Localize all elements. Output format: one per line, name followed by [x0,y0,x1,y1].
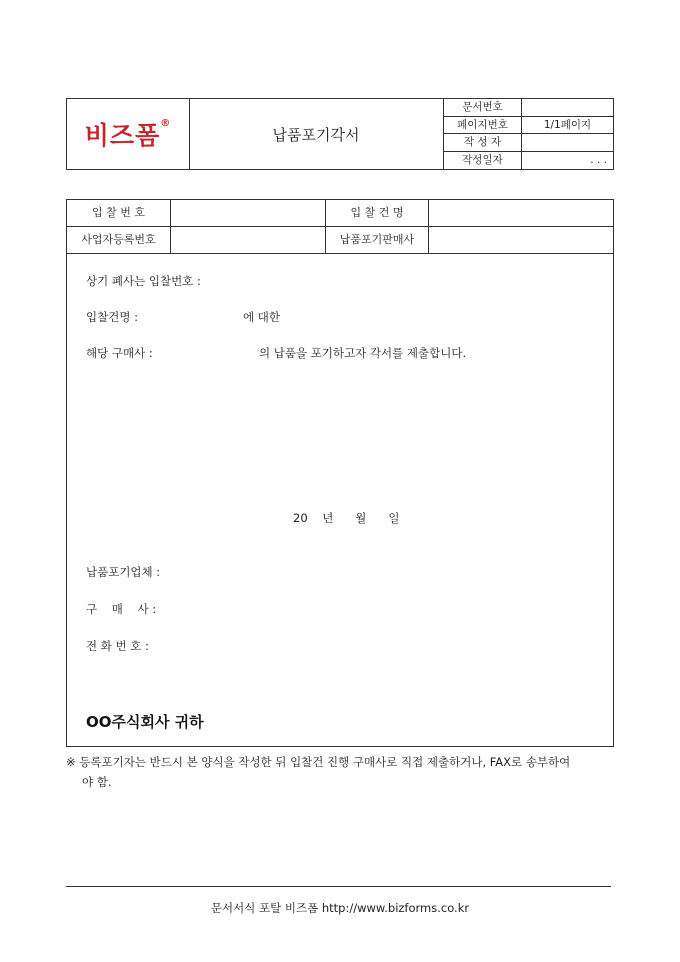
seller-label: 납품포기판매사 [326,227,429,253]
logo-text: 비즈폼 [84,121,161,150]
info-row-registration [67,227,613,254]
buyer-label: 구 매 사 : [86,602,157,616]
logo-cell [67,99,190,169]
footer-divider [66,886,611,887]
bid-name-field[interactable] [429,200,613,226]
date-line: 20 년 월 일 [293,511,400,525]
statement-bid-name-label: 입찰건명 : [86,310,138,324]
note-line-1: ※ 등록포기자는 반드시 본 양식을 작성한 뒤 입찰건 진행 구매사로 직접 제출하거나, FAX로 송부하여 [66,755,571,769]
meta-value[interactable] [522,99,613,116]
statement-buyer-suffix: 의 납품을 포기하고자 각서를 제출합니다. [259,346,467,360]
registered-mark: ® [160,118,172,129]
statement-buyer-label: 해당 구매사 : [86,346,153,360]
registration-number-label: 사업자등록번호 [67,227,171,253]
bizforms-logo [85,116,171,152]
document-header [66,98,614,170]
meta-value[interactable]: 1/1페이지 [543,118,592,131]
meta-row-date [444,152,613,170]
meta-value[interactable] [522,134,613,151]
meta-label: 작성일자 [444,152,522,170]
statement-bid-name-suffix: 에 대한 [243,310,280,324]
info-row-bid [67,200,613,227]
phone-label: 전 화 번 호 : [86,639,149,653]
company-label: 납품포기업체 : [86,565,161,579]
meta-row-author [444,134,613,152]
meta-value[interactable]: . . . [590,153,607,166]
meta-label: 문서번호 [444,99,522,116]
registration-number-field[interactable] [171,227,326,253]
bid-name-label: 입 찰 건 명 [326,200,429,226]
meta-row-doc-number [444,99,613,117]
bid-number-label: 입 찰 번 호 [67,200,171,226]
document-meta-table [444,99,613,169]
meta-label: 작 성 자 [444,134,522,151]
note-line-2: 야 함. [82,775,112,789]
document-title: 납품포기각서 [189,99,444,169]
footer-text: 문서서식 포탈 비즈폼 http://www.bizforms.co.kr [210,901,470,915]
meta-label: 페이지번호 [444,117,522,134]
meta-row-page-number [444,117,613,135]
addressee: OO주식회사 귀하 [86,713,204,731]
main-form-box [66,199,614,747]
statement-line-1: 상기 폐사는 입찰번호 : [86,274,201,288]
bid-number-field[interactable] [171,200,326,226]
seller-field[interactable] [429,227,613,253]
